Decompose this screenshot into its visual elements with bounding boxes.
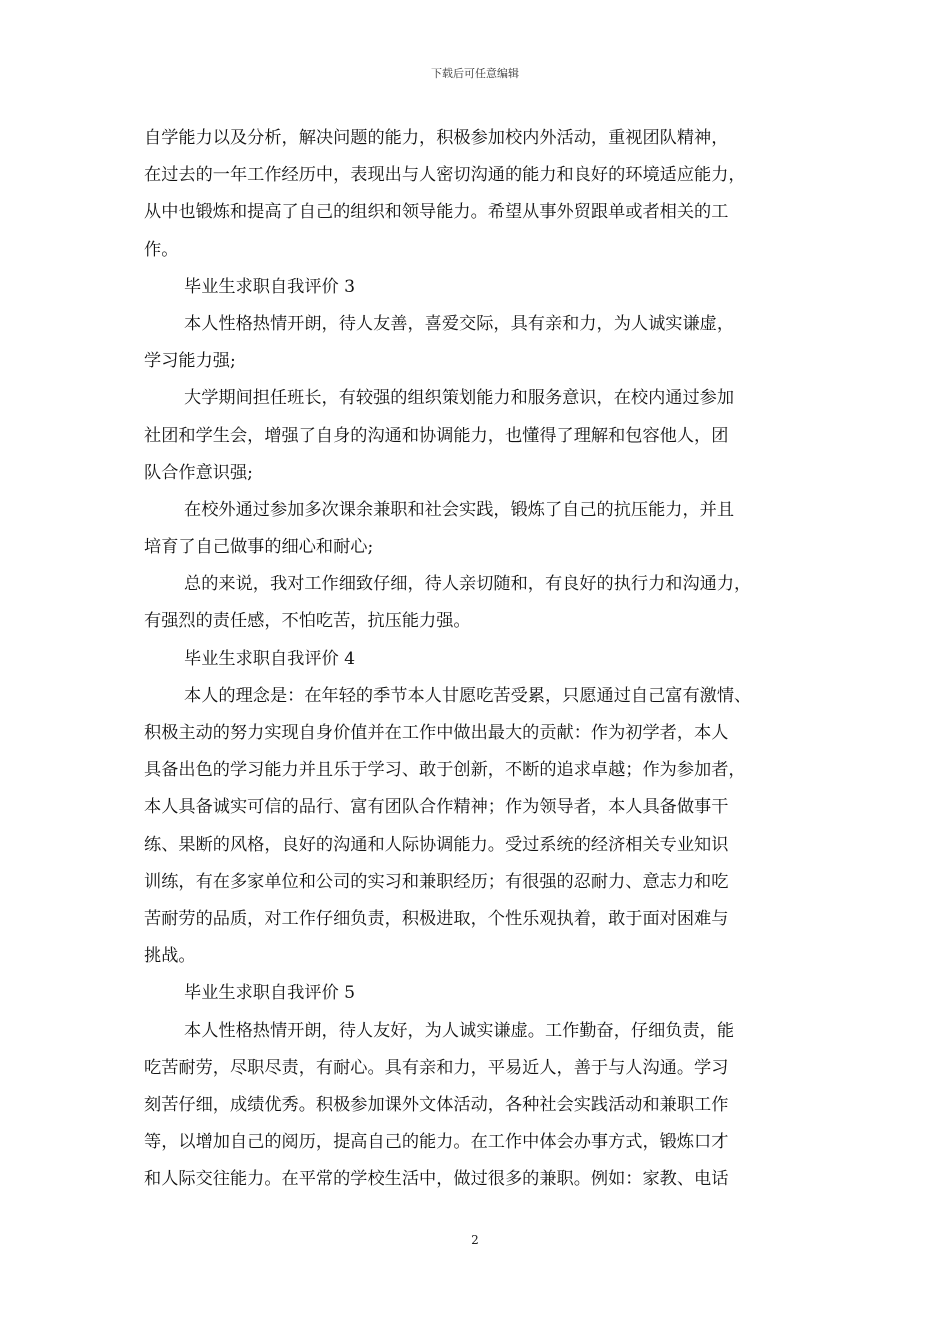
body-line: 练、果断的风格，良好的沟通和人际协调能力。受过系统的经济相关专业知识 [144, 834, 729, 855]
body-line: 挑战。 [144, 946, 196, 967]
body-line: 训练，有在多家单位和公司的实习和兼职经历；有很强的忍耐力、意志力和吃 [144, 871, 729, 892]
page-number: 2 [471, 1233, 479, 1247]
page-header: 下载后可任意编辑 [431, 67, 519, 80]
body-line: 具备出色的学习能力并且乐于学习、敢于创新，不断的追求卓越；作为参加者， [144, 760, 746, 781]
body-line: 刻苦仔细，成绩优秀。积极参加课外文体活动，各种社会实践活动和兼职工作 [144, 1094, 729, 1115]
section-heading-4: 毕业生求职自我评价 4 [184, 648, 356, 669]
body-line: 本人性格热情开朗，待人友好，为人诚实谦虚。工作勤奋，仔细负责，能 [184, 1020, 735, 1041]
body-line: 自学能力以及分析，解决问题的能力，积极参加校内外活动，重视团队精神， [144, 128, 729, 148]
body-line: 大学期间担任班长，有较强的组织策划能力和服务意识，在校内通过参加 [184, 388, 735, 409]
body-line: 和人际交往能力。在平常的学校生活中，做过很多的兼职。例如：家教、电话 [144, 1169, 729, 1190]
body-line: 作。 [144, 239, 179, 260]
body-line: 在过去的一年工作经历中，表现出与人密切沟通的能力和良好的环境适应能力， [144, 165, 746, 186]
body-line: 等，以增加自己的阅历，提高自己的能力。在工作中体会办事方式，锻炼口才 [144, 1132, 729, 1153]
body-line: 总的来说，我对工作细致仔细，待人亲切随和，有良好的执行力和沟通力， [184, 574, 752, 595]
body-line: 从中也锻炼和提高了自己的组织和领导能力。希望从事外贸跟单或者相关的工 [144, 202, 729, 223]
body-line: 学习能力强; [144, 351, 236, 372]
body-line: 本人的理念是：在年轻的季节本人甘愿吃苦受累，只愿通过自己富有激情、 [184, 685, 752, 706]
body-line: 有强烈的责任感，不怕吃苦，抗压能力强。 [144, 611, 471, 632]
body-line: 队合作意识强; [144, 462, 253, 483]
document-body [144, 120, 812, 1198]
section-heading-3: 毕业生求职自我评价 3 [184, 276, 356, 297]
body-line: 培育了自己做事的细心和耐心; [144, 537, 374, 558]
body-line: 社团和学生会，增强了自身的沟通和协调能力，也懂得了理解和包容他人，团 [144, 425, 729, 446]
body-line: 在校外通过参加多次课余兼职和社会实践，锻炼了自己的抗压能力，并且 [184, 499, 735, 520]
body-line: 吃苦耐劳，尽职尽责，有耐心。具有亲和力，平易近人，善于与人沟通。学习 [144, 1057, 729, 1078]
body-line: 本人具备诚实可信的品行、富有团队合作精神；作为领导者，本人具备做事干 [144, 797, 729, 818]
section-heading-5: 毕业生求职自我评价 5 [184, 983, 356, 1004]
body-line: 积极主动的努力实现自身价值并在工作中做出最大的贡献：作为初学者，本人 [144, 723, 729, 743]
body-line: 本人性格热情开朗，待人友善，喜爱交际，具有亲和力，为人诚实谦虚， [184, 313, 735, 334]
body-line: 苦耐劳的品质，对工作仔细负责，积极进取，个性乐观执着，敢于面对困难与 [144, 908, 729, 929]
